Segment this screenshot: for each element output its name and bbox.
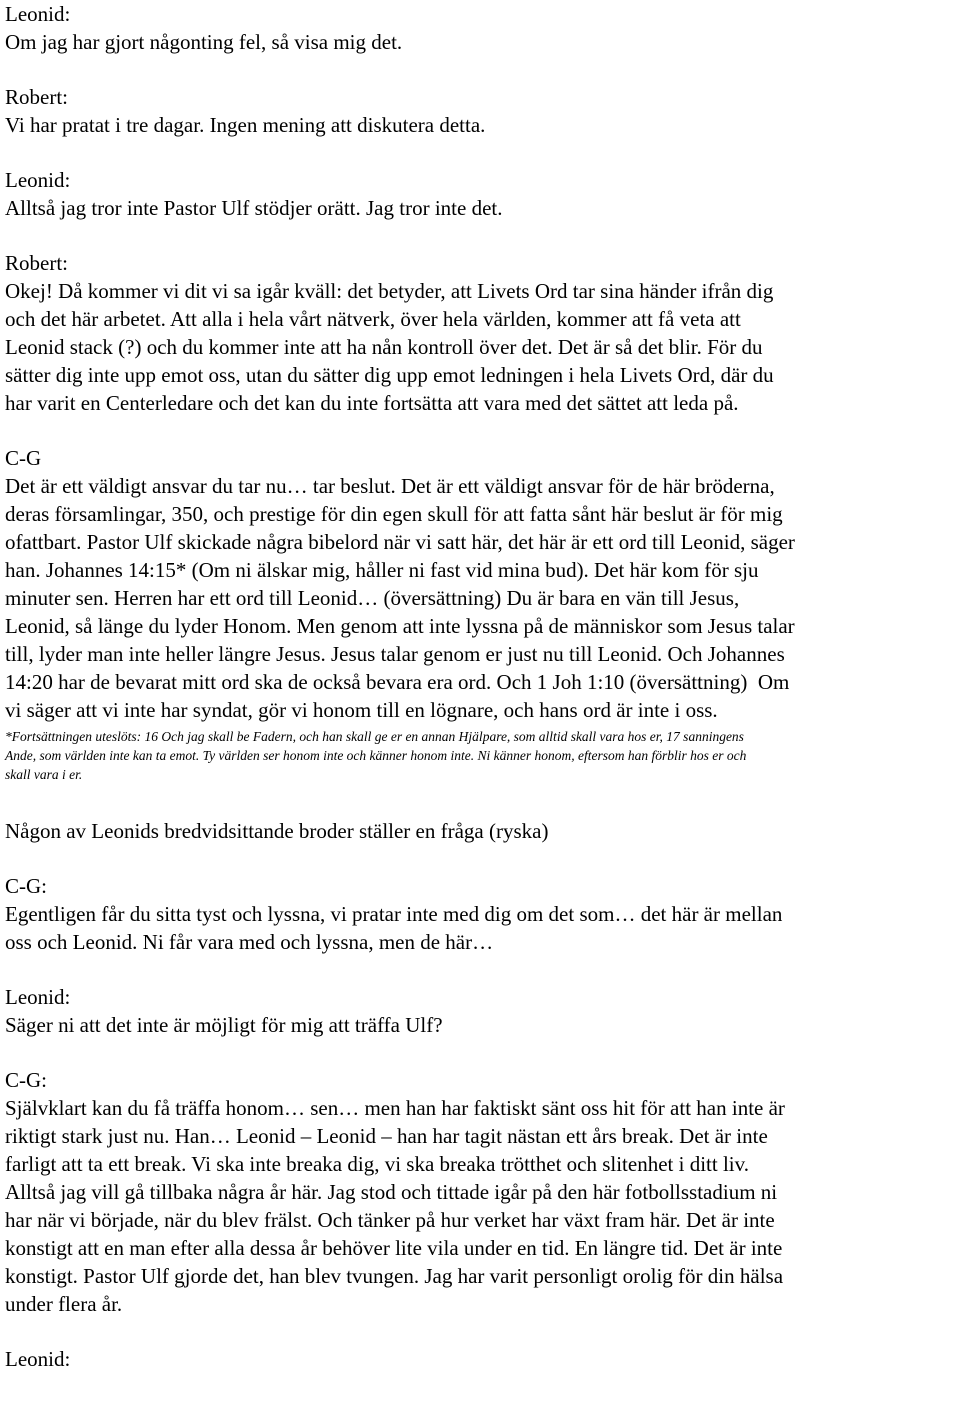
dialogue-block	[5, 0, 955, 56]
dialogue-line: farligt att ta ett break. Vi ska inte breaka dig, vi ska breaka trötthet och slitenhet i ditt liv.	[5, 1152, 750, 1176]
dialogue-line: 14:20 har de bevarat mitt ord ska de också bevara era ord. Och 1 Joh 1:10 (översättning) Om	[5, 670, 790, 694]
dialogue-line: har när vi började, när du blev frälst. Och tänker på hur verket har växt fram här. Det är inte	[5, 1208, 775, 1232]
dialogue-line: Egentligen får du sitta tyst och lyssna, vi pratar inte med dig om det som… det här är mellan	[5, 902, 783, 926]
dialogue-line: Självklart kan du få träffa honom… sen… men han har faktiskt sänt oss hit för att han inte är	[5, 1096, 785, 1120]
dialogue-line: sätter dig inte upp emot oss, utan du sätter dig upp emot ledningen i hela Livets Ord, där du	[5, 363, 774, 387]
footnote-line: Ande, som världen inte kan ta emot. Ty världen ser honom inte och känner honom inte. Ni känner honom, eftersom han förblir hos er och	[5, 748, 747, 763]
transcript-page	[5, 0, 955, 1373]
dialogue-line: han. Johannes 14:15* (Om ni älskar mig, håller ni fast vid mina bud). Det här kom för sju	[5, 558, 759, 582]
dialogue-line: Okej! Då kommer vi dit vi sa igår kväll: det betyder, att Livets Ord tar sina händer ifrån dig	[5, 279, 774, 303]
footnote-line: *Fortsättningen uteslöts: 16 Och jag skall be Fadern, och han skall ge er en annan Hjälpare, som alltid skall vara hos er, 17 sanningens	[5, 729, 744, 744]
speaker-label: C-G:	[5, 874, 47, 898]
speaker-label: Robert:	[5, 251, 68, 275]
dialogue-line: Det är ett väldigt ansvar du tar nu… tar beslut. Det är ett väldigt ansvar för de här bröderna,	[5, 474, 775, 498]
narration: Någon av Leonids bredvidsittande broder ställer en fråga (ryska)	[5, 819, 549, 843]
dialogue-line: riktigt stark just nu. Han… Leonid – Leonid – han har tagit nästan ett års break. Det är inte	[5, 1124, 768, 1148]
dialogue-block	[5, 444, 955, 724]
dialogue-line: Leonid, så länge du lyder Honom. Men genom att inte lyssna på de människor som Jesus talar	[5, 614, 795, 638]
dialogue-line: oss och Leonid. Ni får vara med och lyssna, men de här…	[5, 930, 494, 954]
dialogue-line: ofattbart. Pastor Ulf skickade några bibelord när vi satt här, det här är ett ord till Leonid, säger	[5, 530, 795, 554]
dialogue-line: konstigt. Pastor Ulf gjorde det, han blev tvungen. Jag har varit personligt orolig för din hälsa	[5, 1264, 784, 1288]
dialogue-line: konstigt att en man efter alla dessa år behöver lite vila under en tid. En längre tid. Det är inte	[5, 1236, 783, 1260]
dialogue-block	[5, 83, 955, 139]
dialogue-line: deras församlingar, 350, och prestige för din egen skull för att fatta sånt här beslut är för mig	[5, 502, 783, 526]
dialogue-block	[5, 983, 955, 1039]
dialogue-line: Säger ni att det inte är möjligt för mig att träffa Ulf?	[5, 1013, 443, 1037]
speaker-label: Leonid:	[5, 1347, 71, 1371]
footnote-line: skall vara i er.	[5, 767, 83, 782]
dialogue-line: och det här arbetet. Att alla i hela vårt nätverk, över hela världen, kommer att få veta att	[5, 307, 741, 331]
dialogue-block	[5, 166, 955, 222]
dialogue-line: till, lyder man inte heller längre Jesus. Jesus talar genom er just nu till Leonid. Och Johannes	[5, 642, 785, 666]
dialogue-block	[5, 872, 955, 956]
dialogue-block	[5, 1345, 955, 1373]
dialogue-line: under flera år.	[5, 1292, 123, 1316]
dialogue-line: Leonid stack (?) och du kommer inte att ha nån kontroll över det. Det är så det blir. För du	[5, 335, 763, 359]
dialogue-line: Alltså jag vill gå tillbaka några år här. Jag stod och tittade igår på den här fotbollsstadium ni	[5, 1180, 778, 1204]
dialogue-line: Om jag har gjort någonting fel, så visa mig det.	[5, 30, 403, 54]
speaker-label: Robert:	[5, 85, 68, 109]
speaker-label: Leonid:	[5, 168, 71, 192]
speaker-label: C-G	[5, 446, 42, 470]
speaker-label: Leonid:	[5, 985, 71, 1009]
dialogue-line: har varit en Centerledare och det kan du inte fortsätta att vara med det sättet att leda på.	[5, 391, 739, 415]
dialogue-line: Alltså jag tror inte Pastor Ulf stödjer orätt. Jag tror inte det.	[5, 196, 503, 220]
speaker-label: Leonid:	[5, 2, 71, 26]
dialogue-block	[5, 249, 955, 417]
dialogue-line: minuter sen. Herren har ett ord till Leonid… (översättning) Du är bara en vän till Jesus,	[5, 586, 740, 610]
dialogue-block	[5, 1066, 955, 1318]
dialogue-line: vi säger att vi inte har syndat, gör vi honom till en lögnare, och hans ord är inte i oss.	[5, 698, 718, 722]
speaker-label: C-G:	[5, 1068, 47, 1092]
footnote	[5, 724, 955, 784]
dialogue-line: Vi har pratat i tre dagar. Ingen mening att diskutera detta.	[5, 113, 486, 137]
